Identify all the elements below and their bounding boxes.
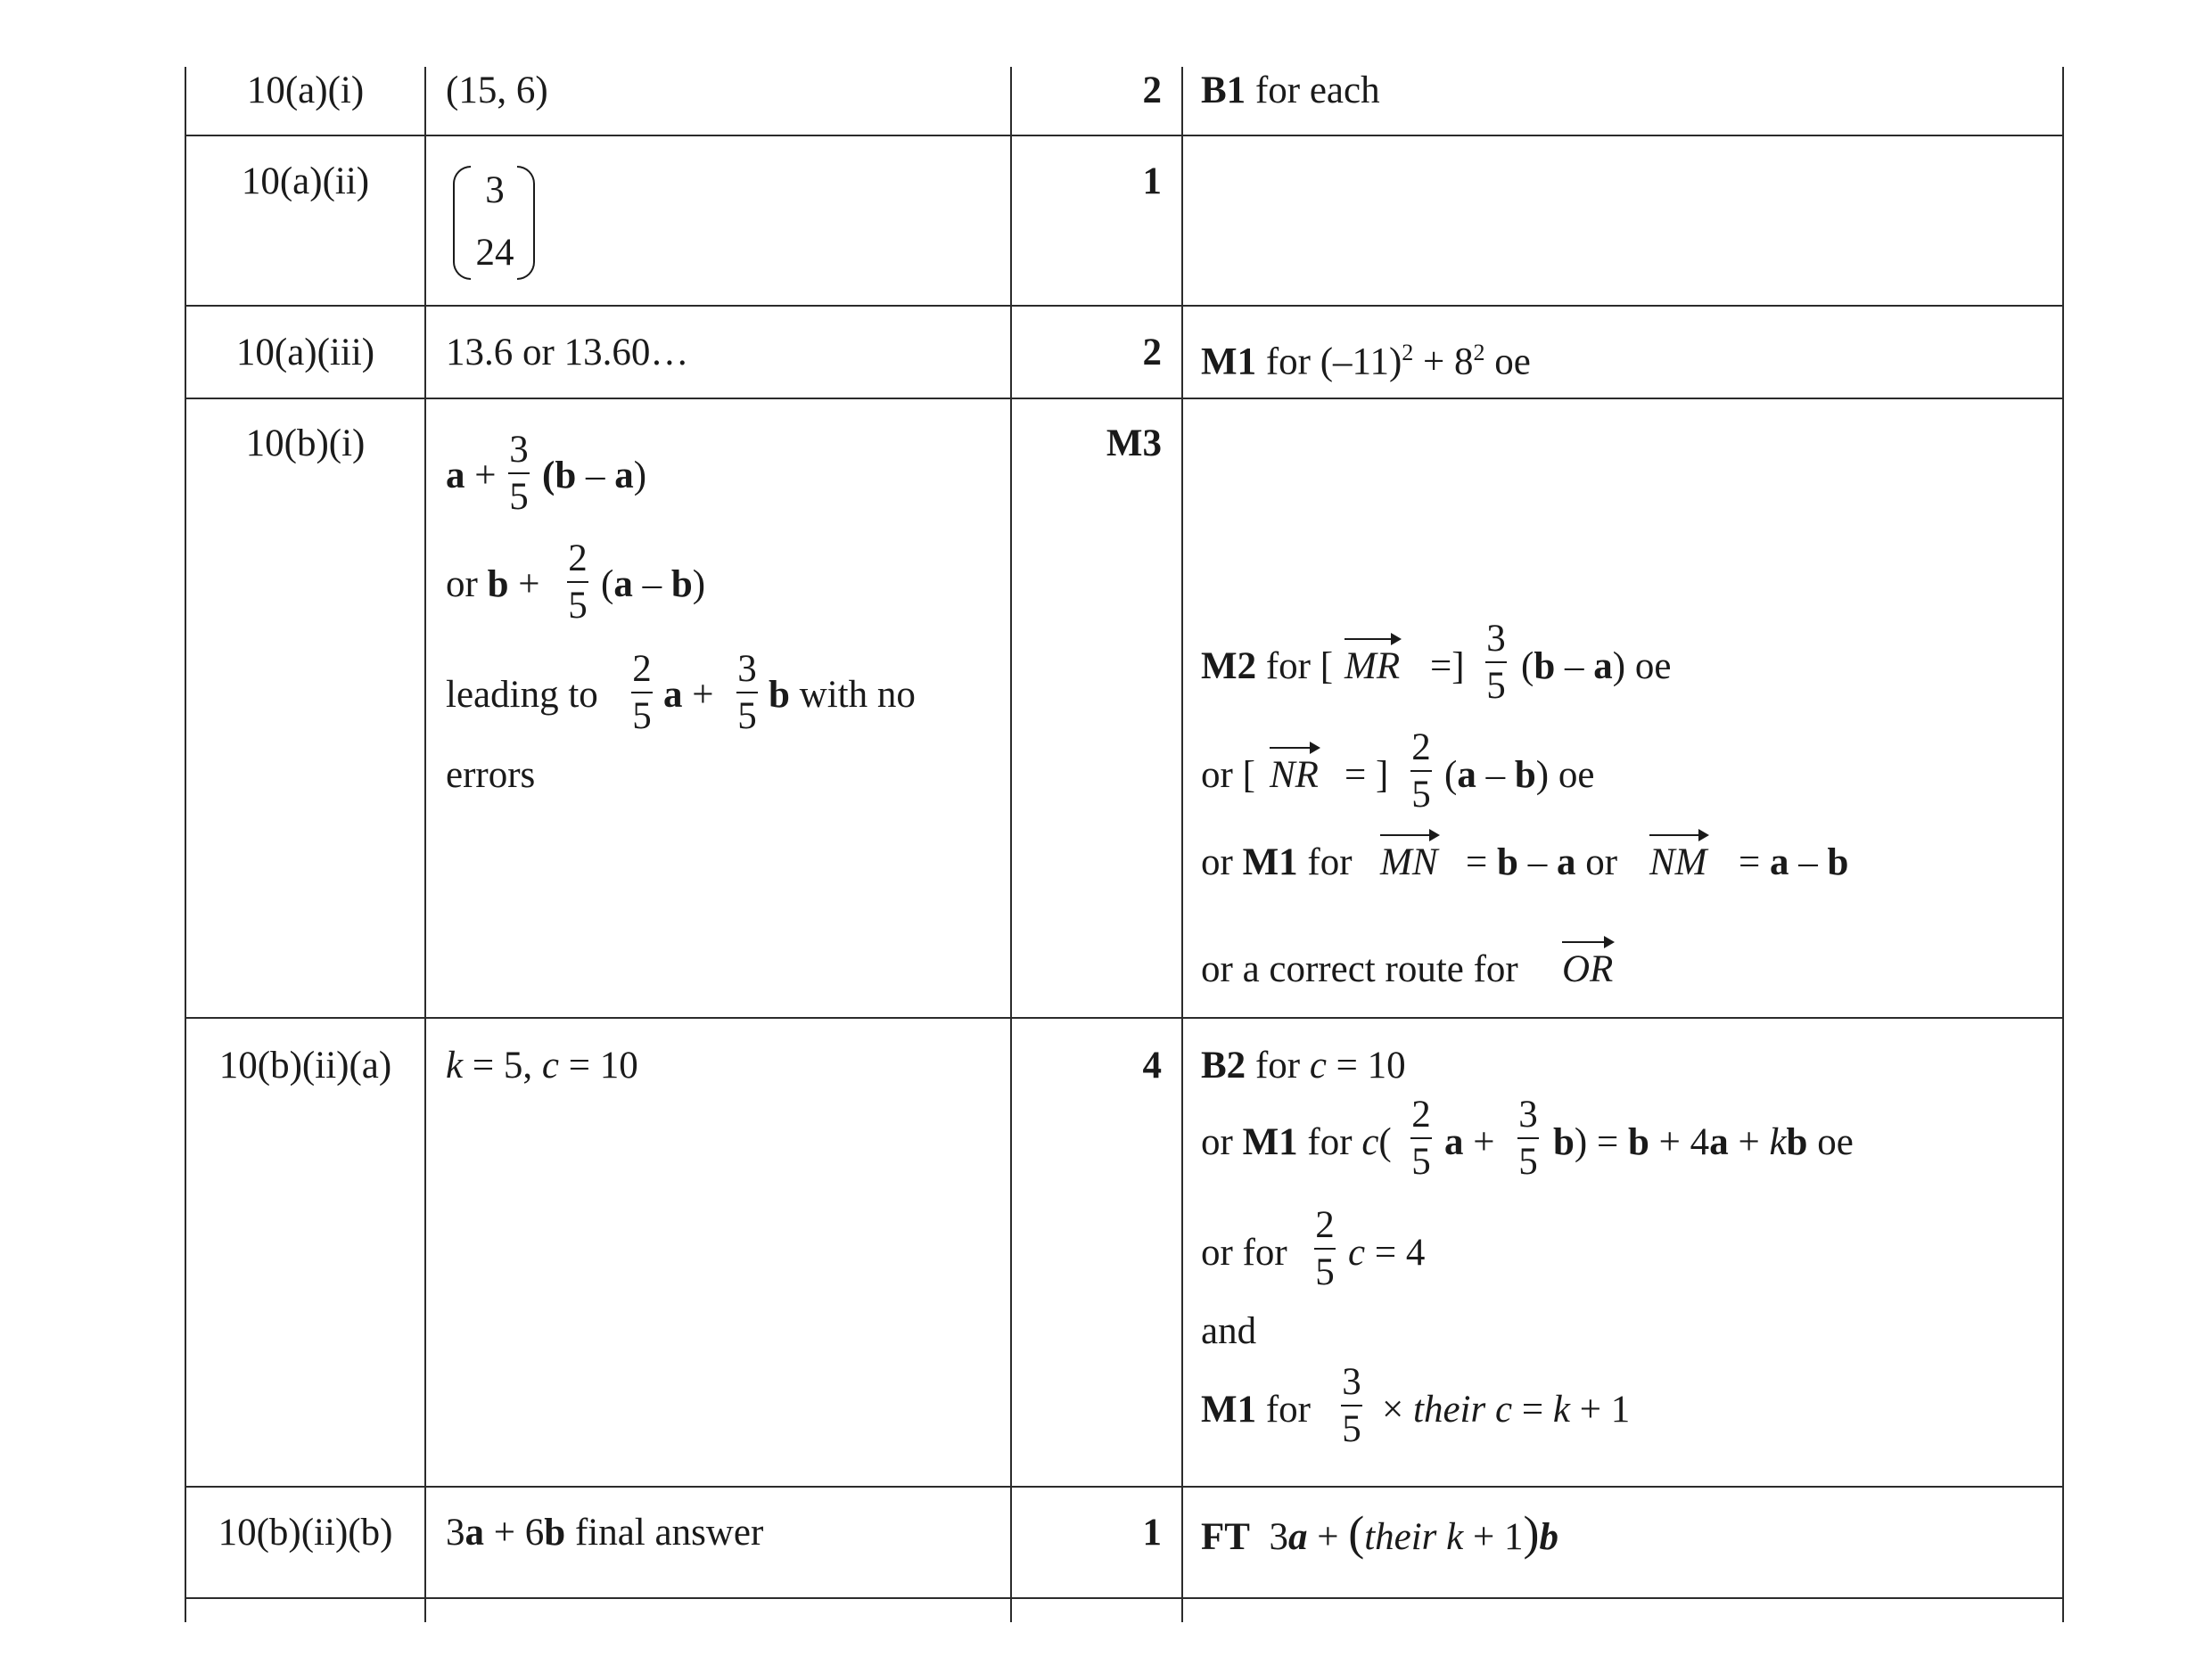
fraction: 2 5 — [1411, 726, 1431, 816]
column-border — [185, 67, 186, 1622]
row-border — [185, 305, 2064, 307]
question-cell: 10(a)(i) — [246, 70, 365, 111]
fraction: 2 5 — [1315, 1204, 1335, 1293]
row-border — [185, 1486, 2064, 1488]
marks-cell: 2 — [1142, 332, 1162, 373]
marks-cell: 1 — [1142, 160, 1162, 202]
partial-marks-cell: FT 3a + (their k + 1)b — [1201, 1506, 1559, 1560]
row-border — [185, 1017, 2064, 1019]
fraction: 2 5 — [568, 537, 588, 627]
answer-cell: 13.6 or 13.60… — [446, 332, 689, 373]
fraction: 3 5 — [737, 648, 757, 737]
column-border — [1181, 67, 1183, 1622]
partial-line-4: and — [1201, 1310, 1257, 1352]
mark-scheme-table: 10(a)(i) (15, 6) 2 B1 for each 10(a)(ii) 3 24 1 10(a)(iii) 13.6 or 13.60… 2 M1 for $(-11)^2 + 8^2$ oe 10(b)(i) M3 a + 3 5 (b – a) or b + 2 5 (a – b) leading to 2 5 a + 3 5 b with no errors M2 for [ MR =] 3 5 (b – a) oe or [ NR = ] 2 5 (a – b) oe or M1 for MN = b – a or NM = a – b or a correct route for OR 10(b)(ii)(a) k = 5, c = 10 4 B2 for c = 10 or M1 for c( 2 5 a + 3 5 b) = b + 4a + kb oe or for 2 5 c = 4 and M1 for 3 5 × their c = k + 1 10(b)(ii)(b) 3a + 6b final answer 1 FT 3a + (their k + 1)b — [0, 0, 2212, 1673]
vector-bottom: 24 — [475, 232, 514, 274]
fraction: 3 5 — [1342, 1361, 1361, 1450]
fraction: 3 5 — [1518, 1094, 1538, 1183]
right-bracket — [517, 166, 535, 280]
question-cell: 10(a)(ii) — [241, 160, 370, 202]
vector-or: OR — [1562, 948, 1613, 991]
vector-nr: NR — [1270, 754, 1319, 797]
question-cell: 10(a)(iii) — [235, 332, 375, 373]
row-border — [185, 398, 2064, 399]
question-cell: 10(b)(i) — [245, 422, 366, 464]
marks-cell: 2 — [1142, 70, 1162, 111]
marks-cell: M3 — [1106, 422, 1162, 464]
fraction: 3 5 — [1486, 618, 1506, 707]
fraction: 2 5 — [1411, 1094, 1431, 1183]
vector-nm: NM — [1649, 841, 1707, 884]
answer-line-4: errors — [446, 754, 536, 796]
marks-cell: 4 — [1142, 1045, 1162, 1087]
partial-line-1: B2 for c = 10 — [1201, 1045, 1406, 1087]
row-border — [185, 135, 2064, 136]
vector-mn: MN — [1380, 841, 1438, 884]
row-border — [185, 1597, 2064, 1599]
fraction: 2 5 — [632, 648, 652, 737]
answer-cell: 3a + 6b final answer — [446, 1512, 764, 1554]
vector-mr: MR — [1344, 645, 1400, 688]
answer-cell: k = 5, c = 10 — [446, 1045, 638, 1087]
column-border — [1010, 67, 1012, 1622]
partial-marks-cell: M1 for $(-11)^2 + 8^2$ oe — [1201, 340, 1531, 383]
vector-top: 3 — [485, 169, 505, 211]
partial-marks-cell: B1 for each — [1201, 70, 1380, 111]
question-cell: 10(b)(ii)(a) — [218, 1045, 392, 1087]
column-border — [424, 67, 426, 1622]
marks-cell: 1 — [1142, 1512, 1162, 1554]
answer-cell: (15, 6) — [446, 70, 548, 111]
column-border — [2062, 67, 2064, 1622]
fraction: 3 5 — [509, 429, 529, 518]
question-cell: 10(b)(ii)(b) — [218, 1512, 393, 1554]
